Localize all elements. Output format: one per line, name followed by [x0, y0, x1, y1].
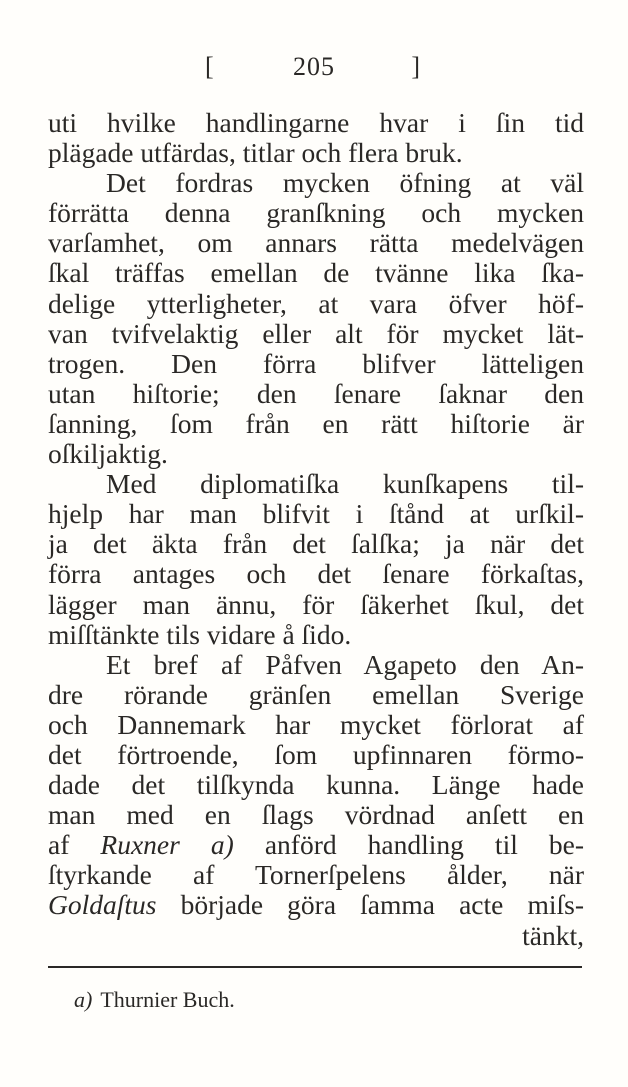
text-line: ſkal träffas emellan de tvänne lika ſka- — [48, 257, 584, 289]
text-line: uti hvilke handlingarne hvar i ſin tid — [48, 107, 584, 138]
header-bracket-right: ] — [411, 52, 420, 81]
text-line: delige ytterligheter, at vara öfver höf- — [48, 287, 584, 319]
text-line: hjelp har man blifvit i ſtånd at urſkil- — [48, 498, 584, 530]
text-line: utan hiſtorie; den ſenare ſaknar den — [48, 377, 584, 409]
text-line: förra antages och det ſenare förkaſtas, — [48, 558, 584, 590]
text-line — [48, 830, 584, 860]
text-line — [48, 890, 584, 920]
text-line: Det fordras mycken öfning at väl — [106, 167, 584, 199]
text-line: miſſtänkte tils vidare å ſido. — [48, 618, 352, 650]
text-segment: anförd handling til be- — [264, 829, 585, 861]
text-line: man med en ſlags vördnad anſett en — [48, 799, 584, 831]
footnote-rule — [48, 966, 582, 968]
text-segment: började göra ſamma acte miſs- — [180, 889, 585, 921]
citation-ruxner: Ruxner a) — [100, 829, 234, 861]
text-line: varſamhet, om annars rätta medelvägen — [48, 227, 584, 259]
text-line: lägger man ännu, för ſäkerhet ſkul, det — [48, 588, 584, 620]
text-line: oſkiljaktig. — [48, 438, 168, 470]
footnote-text: Thurnier Buch. — [100, 987, 235, 1012]
text-line: plägade utfärdas, titlar och flera bruk. — [48, 137, 463, 169]
page-header — [205, 52, 420, 92]
text-line: van tvifvelaktig eller alt för mycket lät- — [48, 317, 584, 349]
text-line: ja det äkta från det ſalſka; ja när det — [48, 528, 584, 560]
text-line: Et bref af Påfven Agapeto den An- — [106, 648, 584, 680]
footnote-marker: a) — [74, 987, 93, 1012]
name-goldastus: Goldaſtus — [48, 889, 157, 921]
text-line: trogen. Den förra blifver lätteligen — [48, 347, 584, 379]
text-line: dre rörande gränſen emellan Sverige — [48, 678, 584, 710]
text-line: ſtyrkande af Tornerſpelens ålder, när — [48, 859, 584, 891]
text-line: ſanning, ſom från en rätt hiſtorie är — [48, 407, 584, 439]
text-line: det förtroende, ſom upfinnaren förmo- — [48, 738, 584, 770]
footnote — [74, 987, 235, 1013]
text-line: förrätta denna granſkning och mycken — [48, 197, 584, 229]
text-segment: af — [48, 829, 70, 861]
text-line: dade det tilſkynda kunna. Länge hade — [48, 769, 584, 801]
catchword-line: tänkt, — [522, 919, 584, 951]
text-line: Med diplomatiſka kunſkapens til- — [106, 468, 584, 500]
text-line: och Dannemark har mycket förlorat af — [48, 708, 584, 740]
page-number: 205 — [293, 52, 335, 81]
header-bracket-left: [ — [205, 52, 214, 81]
body-text — [48, 108, 584, 951]
